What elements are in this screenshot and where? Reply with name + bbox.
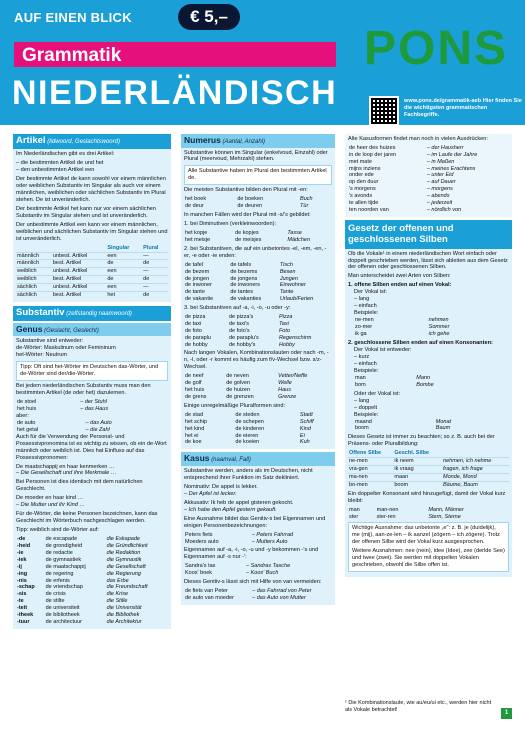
genus-heading: Genus (Geslacht, Geslecht) [13,323,171,337]
qr-code[interactable] [369,96,399,126]
substantiv-heading: Substantiv (zelfstandig naamwoord) [13,306,171,321]
column-1 [13,134,171,629]
numerus-body: Substantive können im Singular (enkelvoud, Einzahl) oder Plural (meervoud, Mehrzahl) stehen. Alle Substantive haben im Plural den bestimmten Artikel de. Die meisten Substantive bilden den Plural mit -en: het boek de boeken Buch de deur de deuren Tür In manchen Fällen wird der Plural mit -s/'s gebildet: 1. bei Diminutiven (verkleinwoorden): het kopje de kopjes Tasse het meisje de meisjes Mädchen 2. bei Substantiven, die auf ein unbetontes -el, -em, -en, -er, -e oder -ie enden: de tafel de tafels Tisch de bezem de bezems Besen de jongen de jongens Jungen de inwoner de inwoners Einwohner de tante de tantes Tante de vakantie de vakanties Urlaub/Ferien 3. bei Substantiven auf -a, -i, -o, -u oder -y: de pizza de pizza's Pizza de taxi de taxi's Taxi de foto de foto's Foto de paraplu de paraplu's Regenschirm de hobby de hobby's Hobby Nach langen Vokalen, Kombinationslauten oder nach -m, -n, -l, oder -r kommt es häufig zum f/v-Wechsel bzw. s/z-Wechsel. de neef de neven Vetter/Neffe de golf de golven Welle het huis de huizen Haus de grens de grenzen Grenze Einige unregelmäßige Pluralformen sind: de stad de steden Stadt het schip de schepen Schiff het kind de kinderen Kind het ei de eieren Ei de koe de koeien Kuh [181,148,335,450]
pons-logo-text: PONS [364,22,509,68]
page-number: 1 [501,708,512,719]
column-3 [345,134,512,577]
kasus-heading: Kasus (naamval, Fall) [181,452,335,466]
price-badge: € 5,– [178,4,240,30]
qr-note: www.pons.de/grammatik-aeb Hier finden Sie die wichtigsten grammatischen Fachbegriffe. [404,98,522,118]
kasus-body: Substantive werden, anders als im Deutschen, nicht entsprechend ihrer Funktion im Satz dekliniert. Nominativ: De appel is lekker. – Der Apfel ist lecker. Akkusativ: Ik heb de appel gisteren gekocht. – Ich habe den Apfel gestern gekauft. Eine Ausnahme bildet das Genitiv-s bei Eigennamen und einigen Personenbezeichnungen: Peters fiets – Peters Fahrrad Moeders auto – Mutters Auto Eigennamen auf -a, -i, -o, -u und -y bekommen -'s und Eigennamen auf -s nur -': Sandra's tas – Sandras Tasche Koos' boek – Koos' Buch Dieses Genitiv-s lässt sich mit Hilfe von van vermeiden: de fiets van Peter – das Fahrrad von Peter de auto van moeder – das Auto von Mutter [181,466,335,605]
footnote: ¹ Die Kombinationslaute, wie au/eu/ui etc., werden hier nicht als Vokale betrachtet! [345,700,492,713]
substantiv-body: Substantive sind entweder: de-Wörter: Maskulinum oder Femininum het-Wörter: Neutrum Tipp: Oft sind het-Wörter im Deutschen das-Wörter, und de-Wörter sind der/die-Wörter. Bei jedem niederländischen Substantiv muss man den bestimmten Artikel (de oder het) dazulernen. de stoel – der Stuhl het huis – das Haus aber: de auto – das Auto het getal – die Zahl Auch für die Verwendung der Personal- und Possessivpronomina ist es wichtig zu wissen, ob ein de-Wort männlich oder weiblich ist. Dies hat Einfluss auf das Possessivpronomen: De maatschappij en haar kenmerken … – Die Gesellschaft und ihre Merkmale … Bei Personen ist dies identisch mit dem natürlichen Geschlecht. De moeder en haar kind … – Die Mutter und ihr Kind … Für de-Wörter, die keine Personen bezeichnen, kann das Geschlecht im Wörterbuch nachgeschlagen werden. Tipp: weiblich sind de-Wörter auf: -de de escapade die Eskapade -heid de grondigheid die Gründlichkeit -ie de redactie die Redaktion -iek de gymnastiek die Gymnastik -ij de maatschappij die Gesellschaft -ing de regering die Regierung -nis de erfenis das Erbe -schap de vriendschap die Freundschaft -sis de crisis die Krise -te de stilte die Stille -teit de universiteit die Universität -theek de bibliotheek die Bibliothek -tuur de architectuur die Architektur [13,336,171,629]
altkasus-body: Alte Kasusformen findet man noch in vielen Ausdrücken: de heer des huizes – der Hausherr in de loop der jaren – im Laufe der Jahre met mate – in Maßen mijns inziens – meines Erachtens onder ede – unter Eid op den duur – auf Dauer 's morgens – morgens 's avonds – abends te allen tijde – jederzeit ten noorden van – nördlich von [345,134,512,217]
topic-title: Grammatik [22,45,122,66]
column-2 [181,134,335,605]
header-banner [0,0,525,125]
silben-table: Offene Silbe Geschl. Silbe ne-men ik neem nehmen, ich nehme vra-gen ik vraag fragen, ich frage ma-nen maan Monde, Mond bo-men boom Bäume, Baum [348,450,509,488]
silben-heading: Gesetz der offenen und geschlossenen Silben [345,220,512,249]
artikel-table: Singular Plural männlich unbest. Artikel een — männlich best. Artikel de de weiblich unbest. Artikel een — weiblich best. Artikel de de sächlich unbest. Artikel een — sächlich best. Artikel het de [16,245,168,299]
pons-logo [364,22,514,68]
series-title: AUF EINEN BLICK [14,10,132,25]
genus-tip: Tipp: Oft sind het-Wörter im Deutschen das-Wörter, und de-Wörter sind der/die-Wörter. [16,361,168,381]
exception-box: Wichtige Ausnahme: das unbetonte „e": z. B. je (duidelijk), me (mij), aan-ze-len – ik aanzel (zögern – ich zögere). Trotz der offenen Silbe wird der Vokal kurz ausgesprochen. Weitere Ausnahmen: nee (nein), idee (Idee), zee (derlde See) und twee (zwei). Sie werden mit doppelten Vokalen geschrieben, obwohl die Silbe offen ist. [348,522,509,572]
language-title: NIEDERLÄNDISCH [12,74,338,112]
artikel-heading: Artikel (lidwoord, Geslachtswoord) [13,134,171,149]
numerus-box: Alle Substantive haben im Plural den bestimmten Artikel de. [184,165,332,185]
numerus-heading: Numerus (Aantal, Anzahl) [181,134,335,148]
silben-body: Ob die Vokale¹ in einem niederländischen Wort einfach oder doppelt geschrieben werden, lässt sich ableiten aus dem Gesetz der offenen oder geschlossenen Silben. Man unterscheidet zwei Arten von Silben: 1. offene Silben enden auf einen Vokal: Der Vokal ist: – lang – einfach Beispiele: ne-men nehmen zo-mer Sommer ik ga ich gehe 2. geschlossene Silben enden auf einen Konsonanten: Der Vokal ist entweder: – kurz – einfach Beispiele: man Mann bom Bombe Oder der Vokal ist: – lang – doppelt Beispiele: maand Monat boom Baum Dieses Gesetz ist immer zu beachten; so z. B. auch bei der Präsens- oder Pluralbildung: Offene Silbe Geschl. Silbe ne-men ik neem nehmen, ich nehme vra-gen ik vraag fragen, ich frage ma-nen maan Monde, Mond bo-men boom Bäume, Baum Ein doppelter Konsonant wird hinzugefügt, damit der Vokal kurz bleibt: man man-nen Mann, Männer ster ster-ren Stern, Sterne Wichtige Ausnahme: das unbetonte „e": z. B. je (duidelijk), me (mij), aan-ze-len – ik aanzel (zögern – ich zögere). Trotz der offenen Silbe wird der Vokal kurz ausgesprochen. Weitere Ausnahmen: nee (nein), idee (Idee), zee (derlde See) und twee (zwei). Sie werden mit doppelten Vokalen geschrieben, obwohl die Silbe offen ist. [345,249,512,578]
endings-table: -de de escapade die Eskapade -heid de grondigheid die Gründlichkeit -ie de redactie die Redaktion -iek de gymnastiek die Gymnastik -ij de maatschappij die Gesellschaft -ing de regering die Regierung -nis de erfenis das Erbe -schap de vriendschap die Freundschaft -sis de crisis die Krise -te de stilte die Stille -teit de universiteit die Universität -theek de bibliotheek die Bibliothek -tuur de architectuur die Architektur [17,536,148,625]
artikel-body: Im Niederländischen gibt es drei Artikel: – die bestimmten Artikel de und het – den unbestimmten Artikel een Der bestimmte Artikel de kann sowohl vor einem männlichen oder weiblichen Substantiv im Singular als auch vor einem männlichen, weiblichen oder sächlichen Substantiv im Plural stehen. De ist unveränderlich. Der bestimmte Artikel het kann nur vor einem sächlichen Substantiv im Singular stehen und ist unveränderlich. Der unbestimmte Artikel een kann vor einem männlichen, weiblichen und sächlichen Substantiv im Singular stehen und ist unveränderlich. Singular Plural männlich unbest. Artikel een — männlich best. Artikel de de weiblich unbest. Artikel een — weiblich best. Artikel de de sächlich unbest. Artikel een — sächlich best. Artikel het de [13,149,171,302]
